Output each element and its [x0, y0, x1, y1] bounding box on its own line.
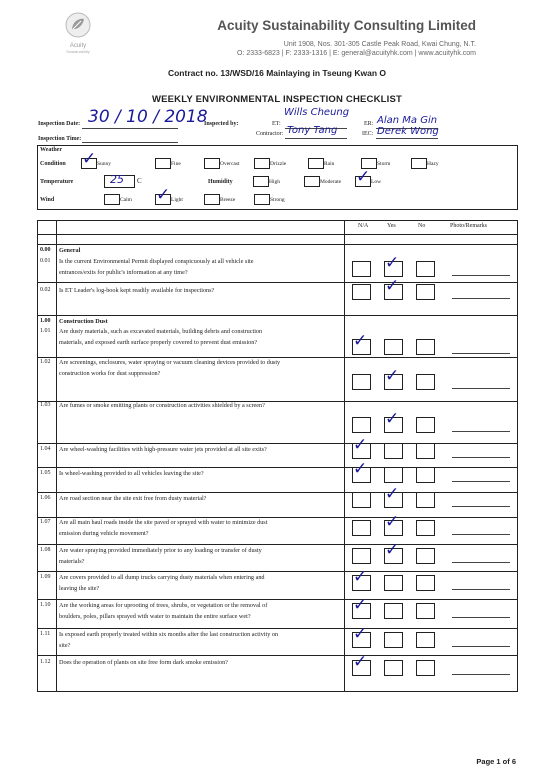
remarks-field[interactable]	[452, 298, 510, 299]
answer-na-checkbox[interactable]	[352, 261, 371, 277]
item-question-line: boulders, poles, pillars sprayed with water to maintain the entire surface wet?	[59, 613, 251, 620]
answer-no-checkbox[interactable]	[416, 603, 435, 619]
temperature-label: Temperature	[40, 179, 74, 185]
item-question	[59, 256, 354, 278]
item-number: 1.01	[40, 328, 51, 334]
humidity-moderate-label: Moderate	[320, 179, 342, 185]
condition-fine-label: Fine	[171, 161, 181, 167]
section-number: 1.00	[40, 318, 51, 324]
item-number: 1.07	[40, 519, 51, 525]
item-question	[59, 326, 354, 348]
answer-tick: ✓	[353, 567, 368, 587]
row-divider	[38, 315, 517, 316]
item-question-line: Are water spraying provided immediately prior to any loading or transfer of dusty	[59, 547, 262, 554]
item-question-line: Are road section near the site exit free from dusty material?	[59, 495, 207, 502]
answer-tick: ✓	[353, 595, 368, 615]
item-question	[59, 572, 354, 594]
item-question-line: Are all main haul roads inside the site paved or sprayed with water to minimize dust	[59, 519, 268, 526]
er-label: ER:	[364, 121, 374, 127]
answer-no-checkbox[interactable]	[416, 417, 435, 433]
wind-breeze-label: Breeze	[220, 197, 236, 203]
wind-breeze-checkbox[interactable]	[204, 194, 220, 205]
iec-line	[376, 138, 438, 139]
answer-no-checkbox[interactable]	[416, 374, 435, 390]
table-col-divider-1	[56, 221, 57, 691]
col-header-yes: Yes	[387, 223, 396, 229]
answer-tick: ✓	[353, 652, 368, 672]
condition-fine-checkbox[interactable]	[155, 158, 171, 169]
item-question	[59, 629, 354, 651]
remarks-field[interactable]	[452, 534, 510, 535]
row-divider	[38, 282, 517, 283]
item-number: 1.10	[40, 602, 51, 608]
item-question-line: leaving the site?	[59, 585, 100, 592]
item-question	[59, 493, 354, 504]
item-question-line: Are covers provided to all dump trucks carrying dusty materials when entering and	[59, 574, 265, 581]
remarks-field[interactable]	[452, 481, 510, 482]
condition-rain-label: Rain	[324, 161, 335, 167]
item-number: 1.04	[40, 446, 51, 452]
item-question	[59, 400, 354, 411]
wind-calm-checkbox[interactable]	[104, 194, 120, 205]
condition-drizzle-label: Drizzle	[270, 161, 287, 167]
remarks-field[interactable]	[452, 562, 510, 563]
answer-tick: ✓	[385, 512, 400, 532]
humidity-low-tick: ✓	[356, 167, 371, 187]
item-question	[59, 517, 354, 539]
wind-light-tick: ✓	[156, 185, 171, 205]
answer-tick: ✓	[353, 435, 368, 455]
condition-storm-label: Storm	[377, 161, 391, 167]
answer-yes-checkbox[interactable]	[384, 575, 403, 591]
item-number: 0.02	[40, 287, 51, 293]
row-divider	[38, 655, 517, 656]
answer-tick: ✓	[353, 459, 368, 479]
item-question-line: Is ET Leader's log-book kept readily available for inspections?	[59, 287, 215, 294]
condition-overcast-label: Overcast	[220, 161, 240, 167]
condition-sunny-label: Sunny	[97, 161, 112, 167]
weather-section	[37, 145, 518, 210]
condition-label: Condition	[40, 161, 66, 167]
item-question-line: Are wheel-washing facilities with high-pressure water jets provided at all site exits?	[59, 446, 267, 453]
item-number: 1.05	[40, 470, 51, 476]
item-question	[59, 357, 354, 379]
answer-yes-checkbox[interactable]	[384, 339, 403, 355]
item-question-line: materials?	[59, 558, 85, 565]
answer-tick: ✓	[385, 540, 400, 560]
col-header-na: N/A	[358, 223, 369, 229]
item-question-line: entrances/exits for public's information at any time?	[59, 269, 188, 276]
answer-no-checkbox[interactable]	[416, 339, 435, 355]
answer-no-checkbox[interactable]	[416, 261, 435, 277]
temperature-value: 25	[110, 173, 124, 186]
wind-strong-label: Strong	[270, 197, 285, 203]
et-label: ET:	[272, 121, 281, 127]
condition-overcast-checkbox[interactable]	[204, 158, 220, 169]
remarks-field[interactable]	[452, 646, 510, 647]
answer-no-checkbox[interactable]	[416, 492, 435, 508]
answer-na-checkbox[interactable]	[352, 417, 371, 433]
humidity-moderate-checkbox[interactable]	[304, 176, 320, 187]
answer-tick: ✓	[385, 366, 400, 386]
iec-value: Derek Wong	[377, 126, 439, 137]
wind-calm-label: Calm	[120, 197, 132, 203]
item-question-line: materials, and exposed earth surface properly covered to prevent dust emission?	[59, 339, 258, 346]
item-question-line: emission during vehicle movement?	[59, 530, 149, 537]
logo-text: Acuity	[69, 43, 87, 49]
condition-hazy-checkbox[interactable]	[411, 158, 427, 169]
remarks-field[interactable]	[452, 275, 510, 276]
inspection-date-label: Inspection Date:	[38, 121, 81, 127]
item-question-line: Are screenings, enclosures, water spraying or vacuum cleaning devices provided to dusty	[59, 359, 281, 366]
answer-no-checkbox[interactable]	[416, 660, 435, 676]
answer-yes-checkbox[interactable]	[384, 660, 403, 676]
et-value: Wills Cheung	[284, 107, 350, 118]
inspection-time-line	[82, 142, 178, 143]
item-question	[59, 444, 354, 455]
company-logo	[58, 12, 98, 54]
er-value: Alan Ma Gin	[377, 115, 438, 126]
col-header-no: No	[418, 223, 426, 229]
temperature-unit: C	[137, 177, 142, 185]
item-number: 1.06	[40, 495, 51, 501]
remarks-field[interactable]	[452, 353, 510, 354]
contractor-value: Tony Tang	[287, 125, 338, 136]
item-number: 0.01	[40, 258, 51, 264]
answer-no-checkbox[interactable]	[416, 632, 435, 648]
company-address: Unit 1908, Nos. 301-305 Castle Peak Road, Kwai Chung, N.T.	[283, 41, 476, 48]
item-question-line: Are the working areas for uprooting of trees, shrubs, or vegetation or the removal of	[59, 602, 268, 609]
answer-na-checkbox[interactable]	[352, 284, 371, 300]
answer-tick: ✓	[385, 409, 400, 429]
humidity-label: Humidity	[208, 179, 233, 185]
answer-no-checkbox[interactable]	[416, 575, 435, 591]
condition-drizzle-checkbox[interactable]	[254, 158, 270, 169]
answer-tick: ✓	[385, 253, 400, 273]
section-title: Construction Dust	[59, 318, 108, 325]
item-question	[59, 600, 354, 622]
answer-na-checkbox[interactable]	[352, 374, 371, 390]
item-question	[59, 545, 354, 567]
humidity-low-label: Low	[371, 179, 382, 185]
remarks-field[interactable]	[452, 388, 510, 389]
item-question-line: site?	[59, 642, 71, 649]
weather-heading: Weather	[40, 147, 62, 153]
item-question-line: Is the current Environmental Permit displayed conspicuously at all vehicle site	[59, 258, 254, 265]
humidity-high-label: High	[269, 179, 280, 185]
section-title: General	[59, 247, 81, 254]
answer-no-checkbox[interactable]	[416, 520, 435, 536]
item-number: 1.03	[40, 402, 51, 408]
contract-number: Contract no. 13/WSD/16 Mainlaying in Tseung Kwan O	[167, 68, 387, 78]
condition-sunny-tick: ✓	[82, 149, 97, 169]
answer-no-checkbox[interactable]	[416, 284, 435, 300]
answer-tick: ✓	[385, 484, 400, 504]
leaf-icon	[65, 12, 91, 38]
wind-label: Wind	[40, 197, 55, 203]
answer-na-checkbox[interactable]	[352, 492, 371, 508]
item-question	[59, 468, 354, 479]
item-question-line: construction works for dust suppression?	[59, 370, 161, 377]
remarks-field[interactable]	[452, 617, 510, 618]
col-header-remarks: Photo/Remarks	[450, 223, 487, 229]
inspection-date-line	[82, 128, 178, 129]
company-contact: O: 2333-6823 | F: 2333-1316 | E: general@acuityhk.com | www.acuityhk.com	[236, 50, 476, 57]
condition-hazy-label: Hazy	[427, 161, 439, 167]
page-title: WEEKLY ENVIRONMENTAL INSPECTION CHECKLIST	[151, 94, 403, 105]
item-question-line: Does the operation of plants on site free form dark smoke emission?	[59, 659, 228, 666]
answer-na-checkbox[interactable]	[352, 548, 371, 564]
answer-no-checkbox[interactable]	[416, 443, 435, 459]
page-number: Page 1 of 6	[476, 757, 516, 766]
answer-no-checkbox[interactable]	[416, 548, 435, 564]
item-question	[59, 285, 354, 296]
remarks-field[interactable]	[452, 674, 510, 675]
remarks-field[interactable]	[452, 457, 510, 458]
checklist-table	[37, 220, 518, 692]
contractor-line	[285, 138, 347, 139]
condition-rain-checkbox[interactable]	[308, 158, 324, 169]
item-number: 1.08	[40, 547, 51, 553]
item-number: 1.12	[40, 659, 51, 665]
answer-tick: ✓	[353, 624, 368, 644]
company-name: Acuity Sustainability Consulting Limited	[217, 18, 476, 33]
answer-tick: ✓	[385, 276, 400, 296]
inspected-by-label: Inspected by:	[204, 121, 239, 127]
inspection-time-label: Inspection Time:	[38, 136, 82, 142]
logo-subtext: Sustainability	[66, 49, 90, 54]
remarks-field[interactable]	[452, 506, 510, 507]
remarks-field[interactable]	[452, 431, 510, 432]
item-number: 1.09	[40, 574, 51, 580]
answer-yes-checkbox[interactable]	[384, 467, 403, 483]
humidity-high-checkbox[interactable]	[253, 176, 269, 187]
item-question-line: Are fumes or smoke emitting plants or construction activities shielded by a screen?	[59, 402, 265, 409]
item-question-line: Is wheel-washing provided to all vehicles leaving the site?	[59, 470, 204, 477]
answer-no-checkbox[interactable]	[416, 467, 435, 483]
answer-yes-checkbox[interactable]	[384, 603, 403, 619]
section-number: 0.00	[40, 247, 51, 253]
item-number: 1.11	[40, 631, 51, 637]
item-question-line: Are dusty materials, such as excavated materials, building debris and construction	[59, 328, 263, 335]
remarks-field[interactable]	[452, 589, 510, 590]
item-question-line: Is exposed earth properly treated within six months after the last construction activity on	[59, 631, 279, 638]
wind-light-label: Light	[171, 197, 183, 203]
wind-strong-checkbox[interactable]	[254, 194, 270, 205]
inspection-date-value: 30 / 10 / 2018	[88, 107, 208, 127]
answer-na-checkbox[interactable]	[352, 520, 371, 536]
item-question	[59, 657, 354, 668]
answer-yes-checkbox[interactable]	[384, 443, 403, 459]
item-number: 1.02	[40, 359, 51, 365]
header-divider	[38, 234, 517, 235]
iec-label: IEC:	[362, 131, 374, 137]
contractor-label: Contractor:	[256, 131, 284, 137]
answer-yes-checkbox[interactable]	[384, 632, 403, 648]
answer-tick: ✓	[353, 331, 368, 351]
